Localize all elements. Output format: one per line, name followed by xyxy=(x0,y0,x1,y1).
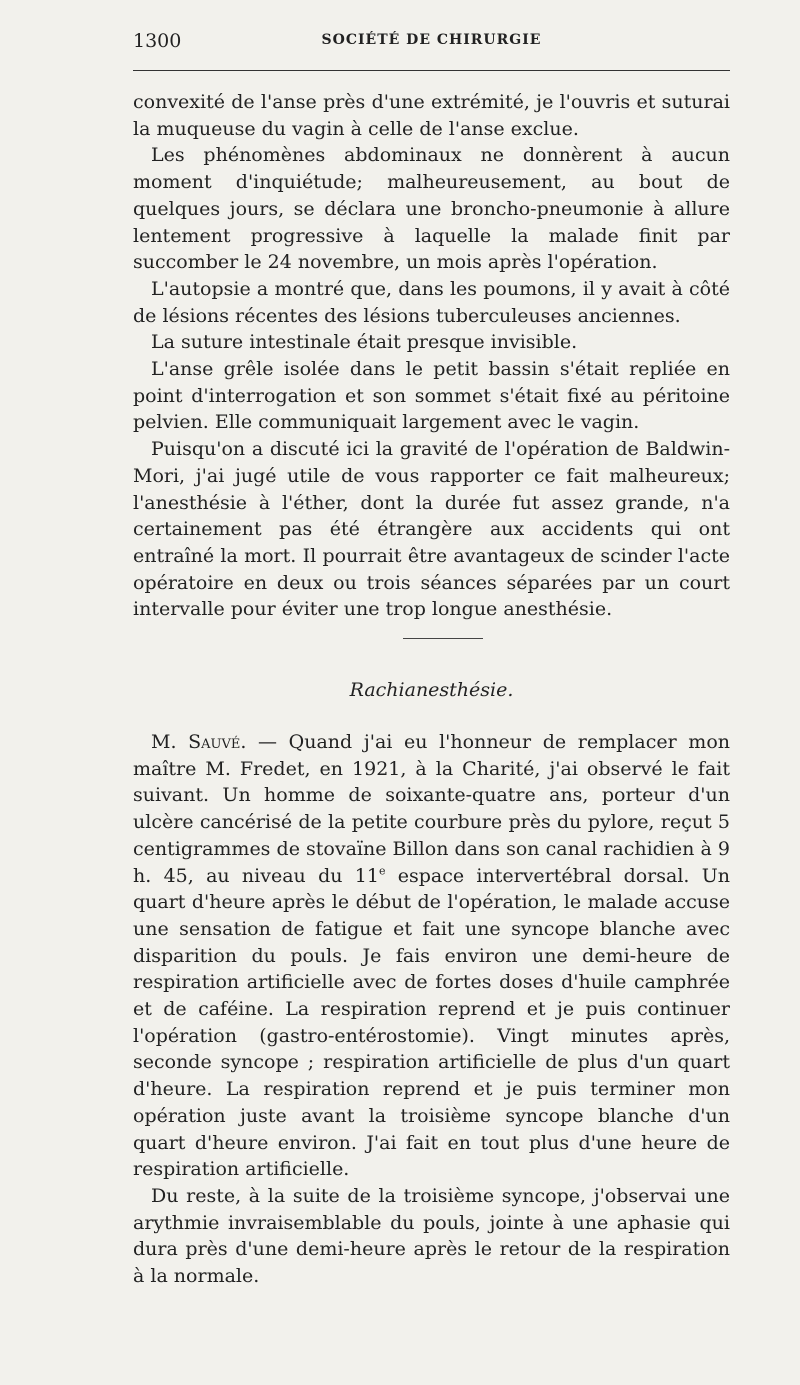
paragraph-text: espace intervertébral dorsal. Un quart d'heure après le début de l'opération, le malade accuse une sensation de fatigue et fait une syncope blanche avec disparition du pouls. Je fais environ une demi-heure de respiration artificielle avec de fortes doses d'huile camphrée et de caféine. La respiration reprend et je puis continuer l'opération (gastro-entérostomie). Vingt minutes après, seconde syncope ; respiration artificielle de plus d'un quart d'heure. La respiration reprend et je puis terminer mon opération juste avant la troisième syncope blanche d'un quart d'heure environ. J'ai fait en tout plus d'une heure de respiration artificielle. xyxy=(133,864,730,1181)
paragraph: Les phénomènes abdominaux ne donnèrent à aucun moment d'inquiétude; malheureusement, au bout de quelques jours, se déclara une broncho-pneumonie à allure lentement progressive à laquelle la malade finit par succomber le 24 novembre, un mois après l'opération. xyxy=(133,144,730,274)
section-divider xyxy=(403,638,483,639)
paragraph: L'anse grêle isolée dans le petit bassin s'était repliée en point d'interrogation et son sommet s'était fixé au péritoine pelvien. Elle communiquait largement avec le vagin. xyxy=(133,358,730,434)
speaker-name: M. Sauvé. xyxy=(151,731,247,753)
paragraph: La suture intestinale était presque invisible. xyxy=(151,331,578,354)
header-rule xyxy=(133,70,730,71)
paragraph: Puisqu'on a discuté ici la gravité de l'opération de Baldwin-Mori, j'ai jugé utile de vous rapporter ce fait malheureux; l'anesthésie à l'éther, dont la durée fut assez grande, n'a certainement pas été étrangère aux accidents qui ont entraîné la mort. Il pourrait être avantageux de scinder l'acte opératoire en deux ou trois séances séparées par un court intervalle pour éviter une trop longue anesthésie. xyxy=(133,438,730,621)
section-title: Rachianesthésie. xyxy=(349,679,514,701)
superscript: e xyxy=(378,864,386,878)
paragraph xyxy=(133,729,730,1183)
page-number: 1300 xyxy=(133,30,182,52)
paragraph: L'autopsie a montré que, dans les poumons, il y avait à côté de lésions récentes des lésions tuberculeuses anciennes. xyxy=(133,277,730,327)
running-title: SOCIÉTÉ DE CHIRURGIE xyxy=(321,32,542,48)
body-text-section xyxy=(133,729,730,1290)
body-text-before-section xyxy=(133,89,730,623)
paragraph: convexité de l'anse près d'une extrémité, je l'ouvris et suturai la muqueuse du vagin à celle de l'anse exclue. xyxy=(133,91,730,140)
page-header xyxy=(133,30,730,54)
paragraph-text: — Quand j'ai eu l'honneur de remplacer mon maître M. Fredet, en 1921, à la Charité, j'ai observé le fait suivant. Un homme de soixante-quatre ans, porteur d'un ulcère cancérisé de la petite courbure près du pylore, reçut 5 centigrammes de stovaïne Billon dans son canal rachidien à 9 h. 45, au niveau du 11 xyxy=(133,731,730,887)
paragraph: Du reste, à la suite de la troisième syncope, j'observai une arythmie invraisemblable du pouls, jointe à une aphasie qui dura près d'une demi-heure après le retour de la respiration à la normale. xyxy=(133,1184,730,1288)
